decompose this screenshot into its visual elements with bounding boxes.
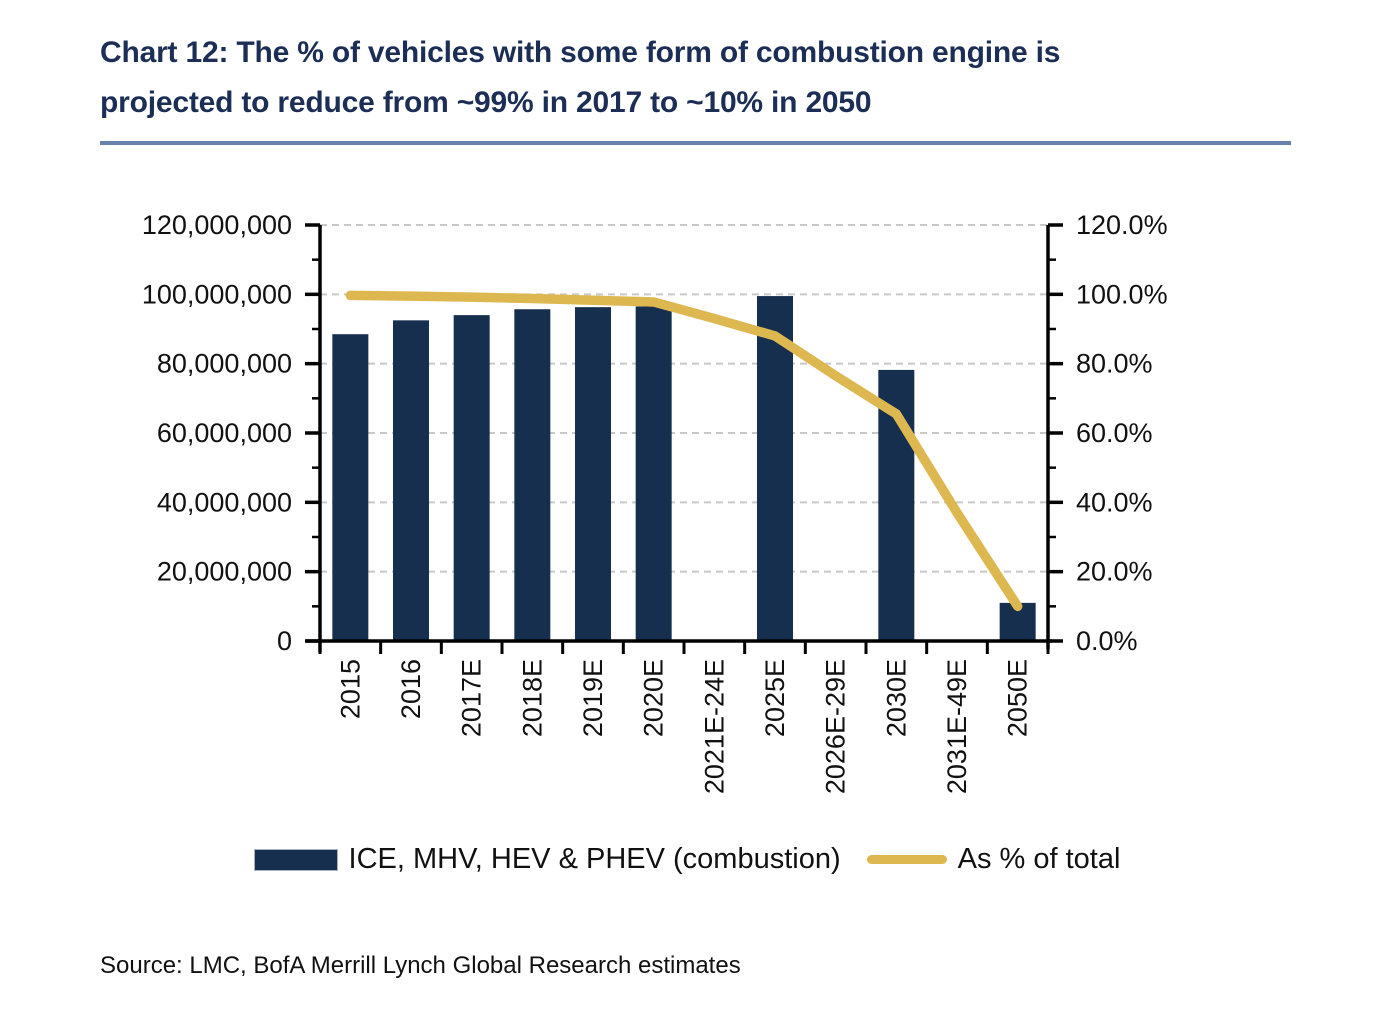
x-axis-label-2025E: 2025E (760, 659, 790, 738)
right-axis-label: 60.0% (1076, 418, 1153, 448)
x-axis-label-2030E: 2030E (881, 659, 912, 738)
x-axis-label-2026E-29E: 2026E-29E (820, 659, 851, 795)
left-axis-label: 40,000,000 (156, 487, 292, 518)
bar-2020E (636, 306, 672, 641)
x-axis-label-2016: 2016 (396, 659, 426, 720)
chart-title-line2: projected to reduce from ~99% in 2017 to ~10% in 2050 (100, 86, 872, 119)
x-axis-label-2020E: 2020E (638, 659, 669, 738)
x-axis-label-2021E-24E: 2021E-24E (699, 659, 730, 795)
bar-2016 (393, 320, 429, 641)
right-axis-label: 0.0% (1076, 626, 1138, 656)
right-axis-label: 20.0% (1076, 556, 1153, 587)
right-axis-label: 100.0% (1076, 279, 1168, 310)
line-series-swatch-icon (867, 855, 947, 864)
left-axis-label: 0 (276, 626, 292, 656)
chart-title (100, 28, 1300, 128)
x-axis-label-2018E: 2018E (517, 659, 548, 738)
chart-canvas (0, 170, 1374, 825)
gridlines (320, 225, 1048, 572)
percent-line-series (350, 295, 1017, 606)
bar-2017E (454, 315, 490, 641)
bar-2015 (332, 334, 368, 641)
x-axis-label-2031E-49E: 2031E-49E (942, 659, 972, 795)
x-axis-label-2017E: 2017E (456, 659, 487, 738)
left-axis-label: 100,000,000 (141, 279, 292, 310)
bar-2018E (514, 309, 550, 641)
x-axis-label-2015: 2015 (335, 659, 366, 720)
legend-label-percent: As % of total (957, 843, 1121, 875)
left-axis-label: 80,000,000 (156, 348, 292, 379)
bar-2019E (575, 307, 611, 641)
legend-label-combustion: ICE, MHV, HEV & PHEV (combustion) (348, 843, 841, 875)
x-axis-label-2019E: 2019E (578, 659, 608, 738)
title-divider (100, 141, 1291, 145)
legend-item-combustion (254, 843, 841, 876)
bar-series-swatch-icon (254, 849, 338, 871)
x-axis-label-2050E: 2050E (1002, 659, 1033, 738)
left-axis-label: 20,000,000 (156, 556, 292, 587)
left-axis-label: 120,000,000 (141, 210, 292, 240)
percent-line (350, 295, 1017, 606)
right-axis-label: 120.0% (1076, 210, 1168, 240)
source-text: Source: LMC, BofA Merrill Lynch Global Research estimates (100, 952, 741, 979)
right-axis-label: 40.0% (1076, 487, 1153, 518)
chart-legend (0, 843, 1374, 876)
right-axis-label: 80.0% (1076, 348, 1153, 379)
chart-title-line1: Chart 12: The % of vehicles with some form of combustion engine is (100, 36, 1061, 69)
left-axis-label: 60,000,000 (156, 418, 292, 448)
legend-item-percent (867, 843, 1121, 876)
